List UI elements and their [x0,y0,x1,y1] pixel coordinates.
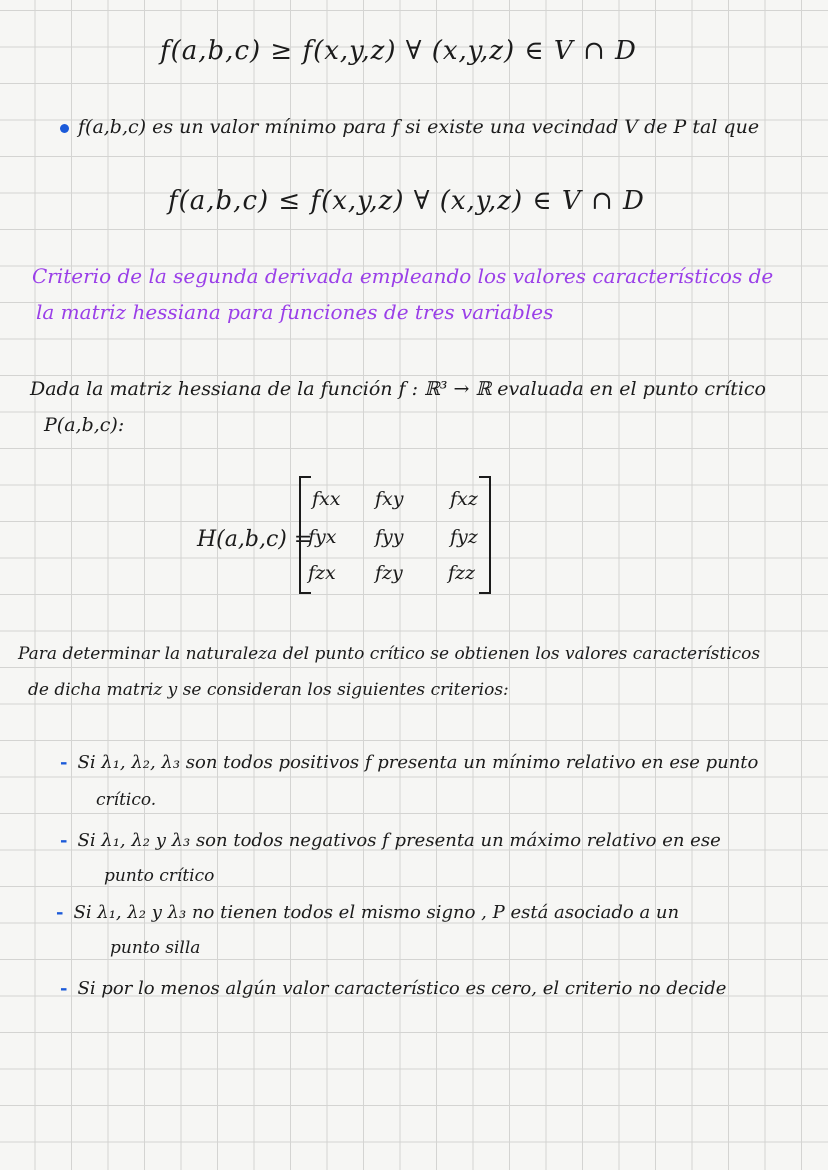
inequality-max: f(a,b,c) ≥ f(x,y,z) ∀ (x,y,z) ∈ V ∩ D [160,36,637,66]
para-line1: Para determinar la naturaleza del punto crítico se obtienen los valores característicos [18,644,761,664]
criterion-3-cont: punto silla [110,938,201,958]
criterion-2-cont: punto crítico [104,866,215,886]
criterion-3: - Si λ₁, λ₂ y λ₃ no tienen todos el mismo signo , P está asociado a un [56,902,680,923]
matrix-cell: fyy [375,526,404,548]
matrix-cell: fyx [308,526,337,548]
criterion-4-text: Si por lo menos algún valor característico es cero, el criterio no decide [77,978,727,999]
para-line2: de dicha matriz y se consideran los siguientes criterios: [28,680,509,700]
criterion-1: - Si λ₁, λ₂, λ₃ son todos positivos f presenta un mínimo relativo en ese punto [60,752,759,773]
intro-line1: Dada la matriz hessiana de la función f : ℝ³ → ℝ evaluada en el punto crítico [30,378,766,400]
matrix-cell: fxz [450,488,478,510]
matrix-cell: fxx [312,488,341,510]
section-title-line2: la matriz hessiana para funciones de tres variables [36,300,554,324]
matrix-cell: fzy [375,562,403,584]
section-title-line1: Criterio de la segunda derivada empleando los valores característicos de [32,264,774,288]
intro-line2: P(a,b,c): [44,414,125,436]
matrix-cell: fzx [308,562,336,584]
criterion-3-text: Si λ₁, λ₂ y λ₃ no tienen todos el mismo signo , P está asociado a un [73,902,680,923]
criterion-1-text: Si λ₁, λ₂, λ₃ son todos positivos f presenta un mínimo relativo en ese punto [77,752,759,773]
matrix-cell: fyz [450,526,478,548]
hessian-label: H(a,b,c) = [197,527,313,552]
inequality-min: f(a,b,c) ≤ f(x,y,z) ∀ (x,y,z) ∈ V ∩ D [168,186,645,216]
matrix-cell: fxy [375,488,404,510]
criterion-4: - Si por lo menos algún valor característico es cero, el criterio no decide [60,978,727,999]
criterion-2: - Si λ₁, λ₂ y λ₃ son todos negativos f presenta un máximo relativo en ese [60,830,721,851]
bullet-dot [60,124,69,133]
criterion-1-cont: crítico. [96,790,157,810]
matrix-right-bracket [479,476,491,594]
min-definition-text: f(a,b,c) es un valor mínimo para f si existe una vecindad V de P tal que [78,116,760,138]
matrix-cell: fzz [448,562,476,584]
criterion-2-text: Si λ₁, λ₂ y λ₃ son todos negativos f presenta un máximo relativo en ese [77,830,721,851]
